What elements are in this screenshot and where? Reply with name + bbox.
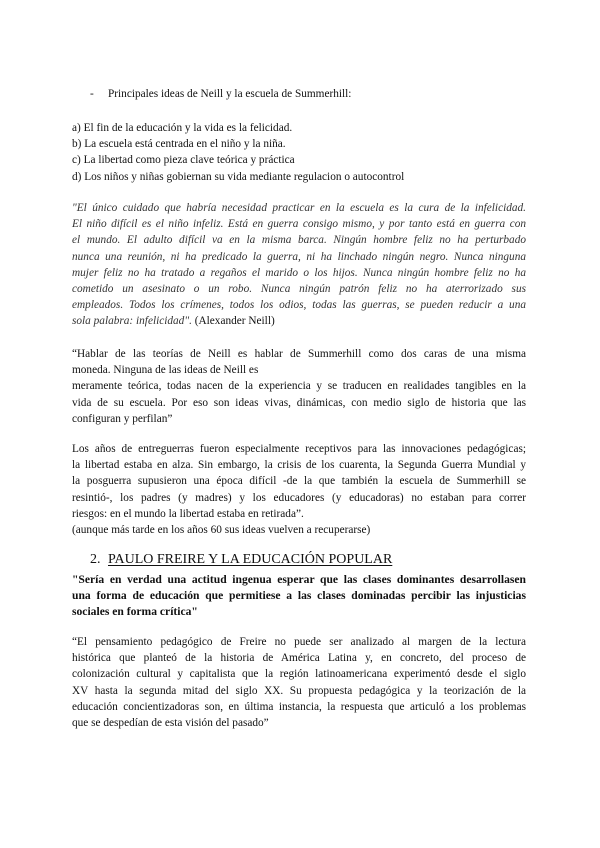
paragraph-line: “El pensamiento pedagógico de Freire no puede ser analizado al margen de la lectura (72, 636, 526, 648)
paragraph-line: riesgos: en el mundo la libertad estaba en retirada”. (72, 507, 304, 520)
section1-title: Principales ideas de Neill y la escuela de Summerhill: (108, 88, 352, 100)
bullet-dash: - (90, 88, 94, 100)
paragraph-line: histórica que planteó de la historia de América Latina y, en concreto, del proceso de (72, 652, 526, 665)
section2-heading: PAULO FREIRE Y LA EDUCACIÓN POPULAR (108, 552, 393, 567)
quote-line: nunca una reunión, ni ha predicado la guerra, ni ha linchado ningún negro. Nunca ninguna (72, 250, 526, 263)
quote-line: El niño difícil es el niño infeliz. Está en guerra consigo mismo, y por tanto está en guerra con (72, 218, 526, 231)
summerhill-quote (72, 346, 526, 427)
bold-quote-line: "Sería en verdad una actitud ingenua esperar que las clases dominantes desarrollasen (72, 573, 526, 586)
paragraph-line: XV hasta la segunda mitad del siglo XX. Su propuesta pedagógica y la teorización de la (72, 684, 526, 697)
idea-item: c) La libertad como pieza clave teórica y práctica (72, 154, 295, 167)
neill-quote (72, 200, 526, 330)
quote-closing-text: sola palabra: infelicidad". (72, 315, 192, 328)
freire-bold-quote (72, 572, 526, 621)
idea-item: b) La escuela está centrada en el niño y la niña. (72, 138, 286, 151)
quote-line: empleados. Todos los crímenes, todos los odios, todas las guerras, se pueden reducir a una (72, 299, 526, 312)
section2-number: 2. (90, 552, 101, 567)
quote-line: mujer feliz no ha tratado a regaños el marido o los hijos. Nunca ningún hombre feliz no ha (72, 266, 526, 279)
paragraph-line: vida de su escuela. Por eso son ideas vivas, dinámicas, con medio siglo de historia que las (72, 396, 526, 409)
paragraph-line: “Hablar de las teorías de Neill es hablar de Summerhill como dos caras de una misma (72, 348, 526, 360)
quote-last-line (72, 313, 526, 329)
quote-line: el mundo. El adulto difícil va en la misma barca. Ningún hombre feliz no ha perturbado (72, 234, 526, 247)
paragraph-line: configuran y perfilan” (72, 412, 173, 425)
ideas-list (72, 120, 526, 185)
paragraph-line: resintió-, los padres (y madres) y los educadores (y educadoras) no estaban para correr (72, 491, 526, 504)
paragraph-line: la libertad estaba en alza. Sin embargo, la crisis de los cuarenta, la Segunda Guerra Mundial y (72, 459, 526, 472)
paragraph-line: (aunque más tarde en los años 60 sus ideas vuelven a recuperarse) (72, 524, 371, 537)
entreguerras-paragraph (72, 441, 526, 538)
paragraph-line: meramente teórica, todas nacen de la experiencia y se traducen en realidades tangibles en la (72, 380, 526, 393)
quote-author: (Alexander Neill) (191, 315, 275, 328)
bold-quote-line: sociales en forma crítica" (72, 605, 198, 619)
paragraph-line: que se despedían de esta visión del pasado” (72, 717, 269, 730)
quote-line: "El único cuidado que habría necesidad practicar en la escuela es la cura de la infelicidad. (72, 202, 526, 214)
freire-paragraph (72, 634, 526, 731)
idea-item: a) El fin de la educación y la vida es la felicidad. (72, 122, 293, 134)
paragraph-line: colonización cultural y capitalista que la región latinoamericana experimentó desde el siglo (72, 668, 526, 681)
paragraph-line: educación concientizadoras son, en última instancia, la respuesta que articuló a los problemas (72, 700, 526, 713)
paragraph-line: Los años de entreguerras fueron especialmente receptivos para las innovaciones pedagógicas; (72, 443, 526, 455)
paragraph-line: la posguerra supusieron una época difícil -de la que también la escuela de Summerhill se (72, 475, 526, 488)
idea-item: d) Los niños y niñas gobiernan su vida mediante regulacion o autocontrol (72, 170, 405, 183)
quote-line: cometido un asesinato o un robo. Nunca ningún patrón feliz no ha aterrorizado sus (72, 283, 526, 296)
paragraph-line: moneda. Ninguna de las ideas de Neill es (72, 364, 259, 377)
bold-quote-line: una forma de educación que permitiese a las clases dominadas percibir las injusticias (72, 589, 526, 603)
